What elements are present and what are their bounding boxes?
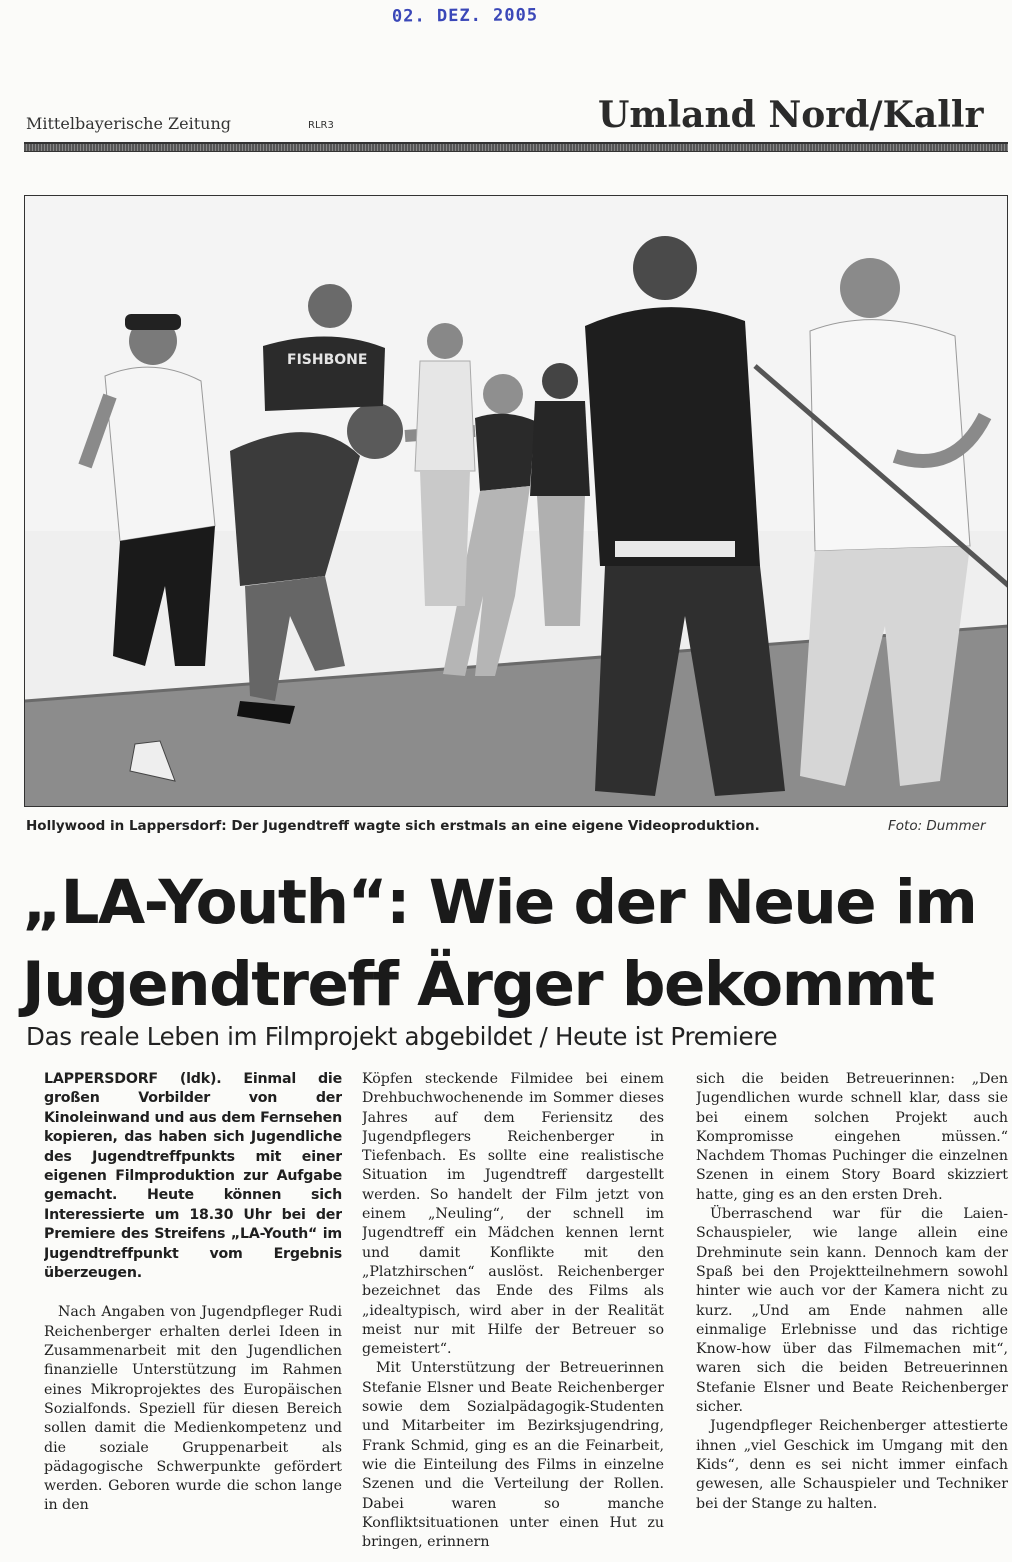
body-paragraph: Köpfen steckende Filmidee bei einem Drehbuchwochenende im Sommer dieses Jahres auf dem Feriensitz des Jugendpflegers Reichenberger in Tiefenbach. Es sollte eine realistische Situation im Jugendtreff dargestellt werden. So handelt der Film jetzt von einem „Neuling“, der schnell im Jugendtreff ein Mädchen kennen lernt und damit Konflikte mit den „Platzhirschen“ auslöst. Reichenberger bezeichnet das Ende des Films als „idealtypisch, wird aber in der Realität meist nur mit Hilfe der Betreuer so gemeistert“. (362, 1071, 664, 1358)
headline-line-1: „LA-Youth“: Wie der Neue im (22, 867, 977, 938)
section-title: Umland Nord/Kallr (598, 94, 984, 136)
body-paragraph: Mit Unterstützung der Betreuerinnen Stefanie Elsner und Beate Reichenberger sowie dem Sozialpädagogik-Studenten und Mitarbeiter im Bezirksjugendring, Frank Schmid, ging es an die Feinarbeit, wie die Einteilung des Films in einzelne Szenen und die Verteilung der Rollen. Dabei waren so manche Konfliktsituationen unter einen Hut zu bringen, erinnern (362, 1360, 664, 1551)
body-paragraph: Nach Angaben von Jugendpfleger Rudi Reichenberger erhalten derlei Ideen in Zusammenarbeit mit den Jugendlichen finanzielle Unterstützung im Rahmen eines Mikroprojektes des Europäischen Sozialfonds. Speziell für diesen Bereich sollen damit die Medienkompetenz und die soziale Gruppenarbeit als pädagogische Schwerpunkte gefördert werden. Geboren wurde die schon lange in den (44, 1304, 342, 1514)
headline (22, 862, 1007, 1026)
headline-line-2: Jugendtreff Ärger bekommt (22, 949, 934, 1020)
photo-credit: Foto: Dummer (888, 818, 986, 834)
newspaper-name: Mittelbayerische Zeitung (26, 114, 232, 133)
body-paragraph: Überraschend war für die Laien-Schauspieler, wie lange allein eine Drehminute sein kann. Dennoch kam der Spaß bei den Projektteilnehmern sowohl hinter wie auch vor der Kamera nicht zu kurz. „Und am Ende nahmen alle einmalige Erlebnisse und das richtige Know-how über das Filmemachen mit“, waren sich die beiden Betreuerinnen Stefanie Elsner und Beate Reichenberger sicher. (696, 1206, 1008, 1416)
edition-code: RLR3 (308, 120, 334, 131)
body-paragraph: sich die beiden Betreuerinnen: „Den Jugendlichen wurde schnell klar, dass sie bei einem solchen Projekt auch Kompromisse eingehen müssen.“ Nachdem Thomas Puchinger die einzelnen Szenen in einem Story Board skizziert hatte, ging es an den ersten Dreh. (696, 1071, 1008, 1203)
photo-illustration (25, 196, 1008, 807)
article-photo (24, 195, 1008, 807)
article-column-3 (696, 1070, 1008, 1562)
article-column-1 (44, 1070, 342, 1562)
photo-caption: Hollywood in Lappersdorf: Der Jugendtreff wagte sich erstmals an eine eigene Videoproduktion. (26, 818, 760, 834)
subheadline: Das reale Leben im Filmprojekt abgebildet / Heute ist Premiere (26, 1022, 778, 1051)
lead-paragraph: LAPPERSDORF (ldk). Einmal die großen Vorbilder von der Kinoleinwand und aus dem Fernsehen kopieren, das haben sich Jugendliche des Jugendtreffpunkts mit einer eigenen Filmproduktion zur Aufgabe gemacht. Heute können sich Interessierte um 18.30 Uhr bei der Premiere des Streifens „LA-Youth“ im Jugendtreffpunkt vom Ergebnis überzeugen. (44, 1071, 342, 1282)
header-rule (24, 142, 1008, 152)
article-column-2 (362, 1070, 664, 1562)
shirt-print: FISHBONE (287, 352, 368, 368)
date-stamp: 02. DEZ. 2005 (391, 5, 539, 27)
body-paragraph: Jugendpfleger Reichenberger attestierte ihnen „viel Geschick im Umgang mit den Kids“, denn es sei nicht immer einfach gewesen, alle Schauspieler und Techniker bei der Stange zu halten. (696, 1418, 1008, 1512)
